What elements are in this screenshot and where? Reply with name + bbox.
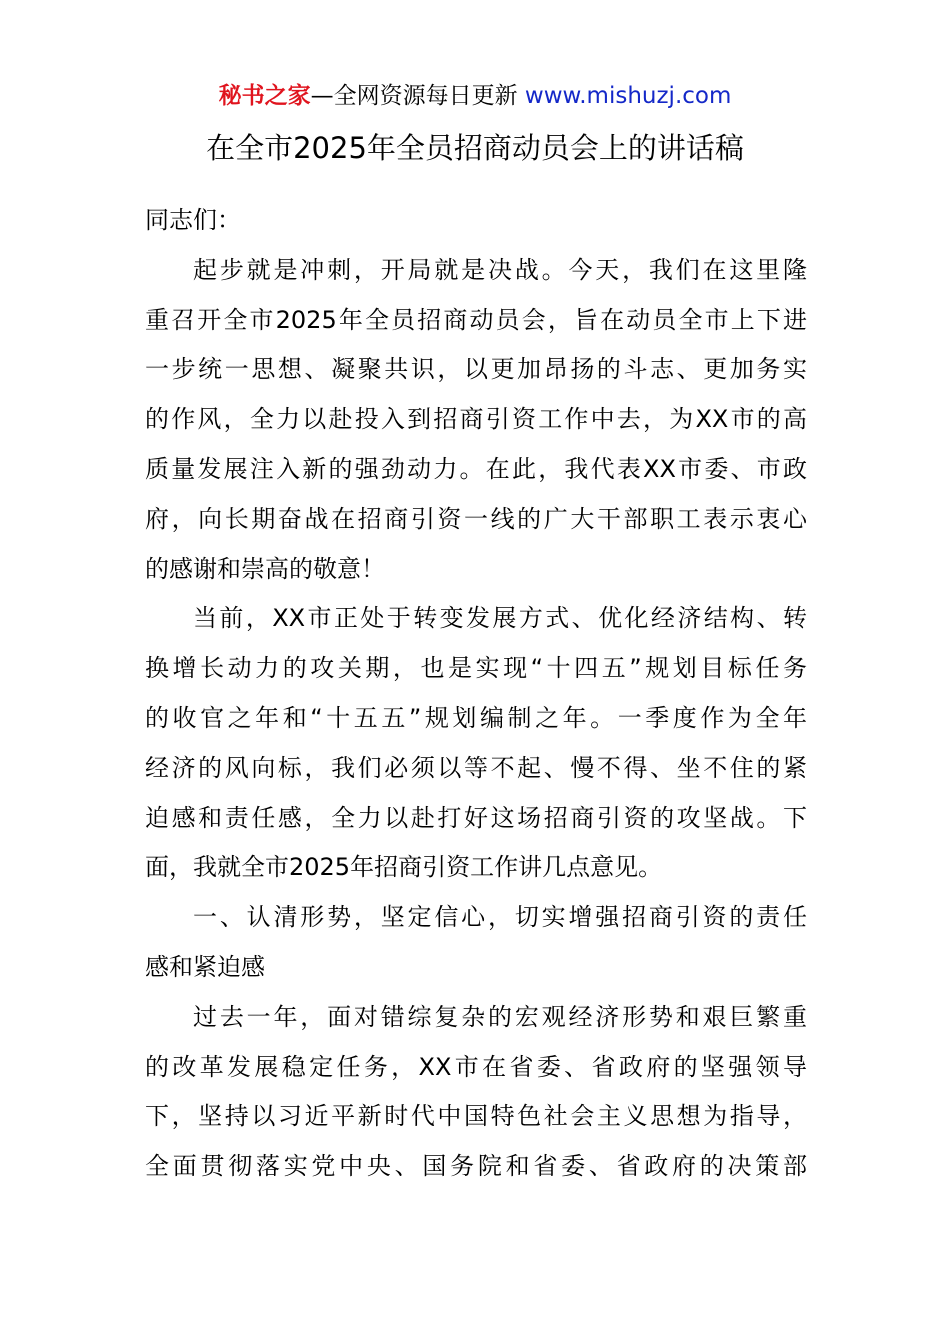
text-line: 一步统一思想、凝聚共识，以更加昂扬的斗志、更加务实 [145,355,807,384]
text-line: 经济的风向标，我们必须以等不起、慢不得、坐不住的紧 [145,753,807,782]
section-heading-line: 一、认清形势，坚定信心，切实增强招商引资的责任 [193,903,807,932]
text-line: 迫感和责任感，全力以赴打好这场招商引资的攻坚战。下 [145,803,807,832]
site-tagline: —全网资源每日更新 [310,83,525,109]
text-line: 府，向长期奋战在招商引资一线的广大干部职工表示衷心 [145,504,807,533]
text-line: 过去一年，面对错综复杂的宏观经济形势和艰巨繁重 [193,1002,807,1031]
section-heading-line: 感和紧迫感 [145,952,265,981]
text-line: 面，我就全市2025年招商引资工作讲几点意见。 [145,853,663,882]
salutation-line: 同志们： [145,206,241,234]
document-title: 在全市2025年全员招商动员会上的讲话稿 [206,131,744,165]
text-line: 重召开全市2025年全员招商动员会，旨在动员全市上下进 [145,305,807,334]
text-line: 全面贯彻落实党中央、国务院和省委、省政府的决策部 [145,1152,807,1181]
text-line: 下，坚持以习近平新时代中国特色社会主义思想为指导， [145,1102,807,1131]
text-line: 质量发展注入新的强劲动力。在此，我代表XX市委、市政 [145,454,807,483]
brand-name: 秘书之家 [218,83,311,109]
text-line: 换增长动力的攻关期，也是实现“十四五”规划目标任务 [145,654,807,683]
text-line: 的改革发展稳定任务，XX市在省委、省政府的坚强领导 [145,1052,807,1081]
site-header [0,80,950,112]
document-body [145,196,807,1192]
text-line: 当前，XX市正处于转变发展方式、优化经济结构、转 [193,604,807,633]
site-url: www.mishuzj.com [524,83,732,109]
text-line: 的收官之年和“十五五”规划编制之年。一季度作为全年 [145,703,807,732]
text-line: 起步就是冲刺，开局就是决战。今天，我们在这里隆 [193,255,807,284]
text-line: 的感谢和崇高的敬意！ [145,554,385,583]
text-line: 的作风，全力以赴投入到招商引资工作中去，为XX市的高 [145,405,807,434]
